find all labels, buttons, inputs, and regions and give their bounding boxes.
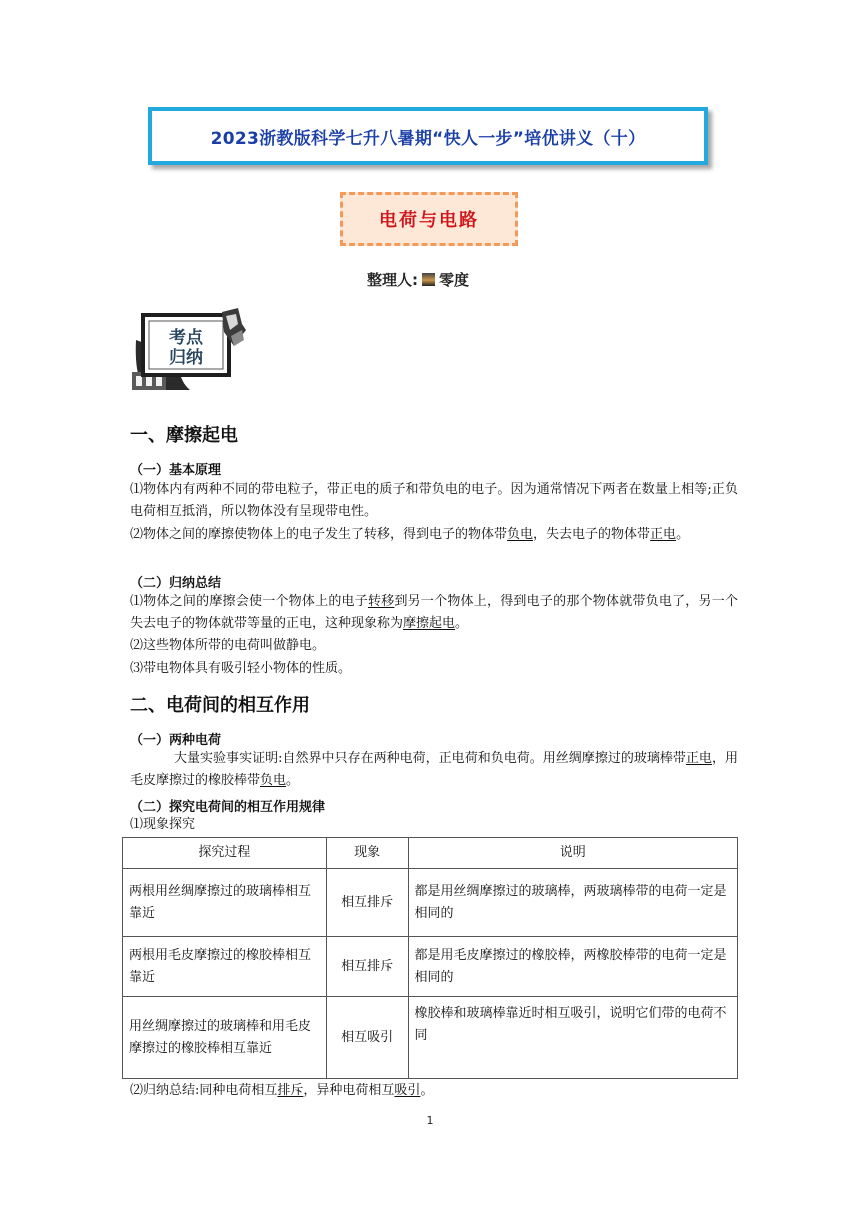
table-header-row — [123, 838, 738, 869]
section2-paragraph3 — [130, 1080, 738, 1102]
table-header-cell: 探究过程 — [123, 838, 327, 869]
table-row — [123, 937, 738, 997]
text-run: 。 — [455, 616, 469, 631]
answer-negative-charge: 负电 — [507, 527, 534, 542]
table-cell: 两根用毛皮摩擦过的橡胶棒相互靠近 — [123, 937, 327, 997]
compiler-name: 零度 — [439, 271, 470, 289]
answer-triboelectric: 摩擦起电 — [403, 616, 456, 631]
table-cell: 相互排斥 — [326, 869, 408, 937]
table-cell: 用丝绸摩擦过的玻璃棒和用毛皮摩擦过的橡胶棒相互靠近 — [123, 997, 327, 1079]
text-run: ，异种电荷相互 — [303, 1083, 395, 1098]
text-run: ⑵归纳总结:同种电荷相互 — [130, 1083, 278, 1098]
section1-sub1: （一）基本原理 — [130, 463, 222, 478]
topic-box — [340, 192, 518, 246]
badge-line2: 归纳 — [169, 348, 203, 368]
table-row — [123, 869, 738, 937]
section2-sub1: （一）两种电荷 — [130, 733, 222, 748]
compiler-avatar-icon — [422, 273, 435, 286]
table-cell: 橡胶棒和玻璃棒靠近时相互吸引，说明它们带的电荷不同 — [408, 997, 737, 1079]
text-run: 到另一个物体上，得到电子的那个物体就带负电了，另一个失去电子的物体就带等量的正电，这种现象称为 — [130, 594, 738, 631]
section1-paragraph5: ⑶带电物体具有吸引轻小物体的性质。 — [130, 661, 352, 676]
table-header-cell: 说明 — [408, 838, 737, 869]
text-run: ⑵物体之间的摩擦使物体上的电子发生了转移，得到电子的物体带 — [130, 527, 508, 542]
section2-paragraph1 — [130, 748, 738, 792]
text-run: 。 — [420, 1083, 434, 1098]
text-run: ，失去电子的物体带 — [533, 527, 651, 542]
text-run: 。 — [286, 773, 300, 788]
table-cell: 相互排斥 — [326, 937, 408, 997]
table-cell: 都是用毛皮摩擦过的橡胶棒，两橡胶棒带的电荷一定是相同的 — [408, 937, 737, 997]
text-run: ，用毛皮摩擦过的橡胶棒带 — [130, 751, 738, 788]
section1-heading: 一、摩擦起电 — [130, 425, 238, 446]
section1-paragraph1: ⑴物体内有两种不同的带电粒子，带正电的质子和带负电的电子。因为通常情况下两者在数量上相等;正负电荷相互抵消，所以物体没有呈现带电性。 — [130, 482, 738, 519]
table-header-cell: 现象 — [326, 838, 408, 869]
table-cell: 相互吸引 — [326, 997, 408, 1079]
table-cell: 都是用丝绸摩擦过的玻璃棒，两玻璃棒带的电荷一定是相同的 — [408, 869, 737, 937]
compiler-label: 整理人: — [367, 271, 418, 289]
section2-heading: 二、电荷间的相互作用 — [130, 695, 310, 716]
answer-positive-charge: 正电 — [650, 527, 677, 542]
table-cell: 两根用丝绸摩擦过的玻璃棒相互靠近 — [123, 869, 327, 937]
answer-transfer: 转移 — [367, 594, 395, 609]
text-run: ⑴物体之间的摩擦会使一个物体上的电子 — [130, 594, 368, 609]
compiler-line — [367, 269, 469, 290]
section1-paragraph4: ⑵这些物体所带的电荷叫做静电。 — [130, 638, 326, 653]
key-points-badge-icon — [130, 306, 248, 392]
section1-paragraph2 — [130, 524, 738, 546]
answer-negative-charge: 负电 — [260, 773, 287, 788]
answer-repel: 排斥 — [277, 1083, 304, 1098]
page-number: 1 — [426, 1114, 434, 1127]
phenomenon-table — [122, 837, 738, 1079]
document-title-box — [148, 107, 708, 165]
text-run: 。 — [676, 527, 690, 542]
document-title: 2023浙教版科学七升八暑期“快人一步”培优讲义（十） — [210, 128, 646, 149]
section2-sub2: （二）探究电荷间的相互作用规律 — [130, 800, 326, 815]
answer-positive-charge: 正电 — [685, 751, 712, 766]
text-run: 大量实验事实证明:自然界中只存在两种电荷，正电荷和负电荷。用丝绸摩擦过的玻璃棒带 — [174, 751, 686, 766]
section2-paragraph2: ⑴现象探究 — [130, 817, 196, 832]
answer-attract: 吸引 — [394, 1083, 421, 1098]
table-row — [123, 997, 738, 1079]
topic-title: 电荷与电路 — [379, 210, 479, 231]
section1-paragraph3 — [130, 591, 738, 635]
badge-line1: 考点 — [169, 328, 203, 348]
section1-sub2: （二）归纳总结 — [130, 576, 222, 591]
